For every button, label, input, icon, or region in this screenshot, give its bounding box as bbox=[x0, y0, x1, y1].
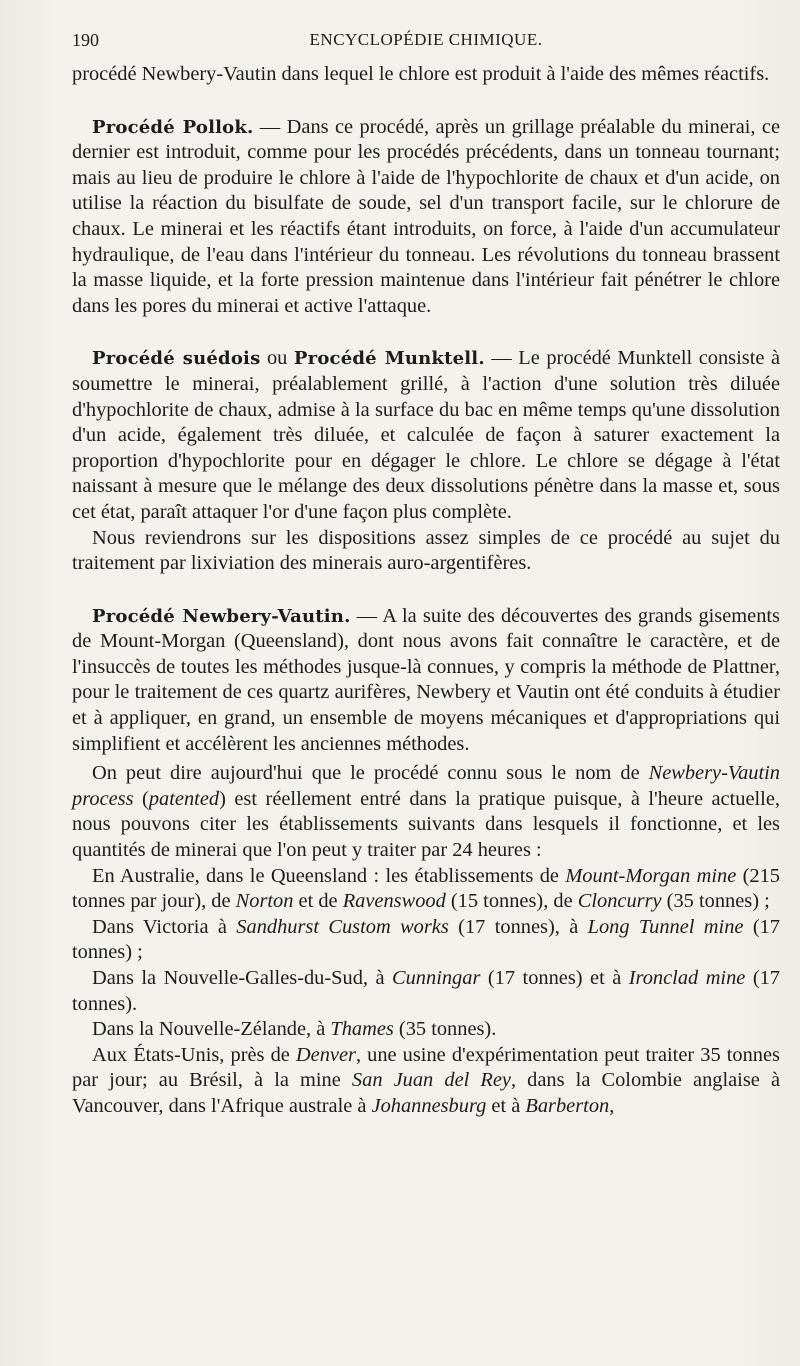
suedois-connector: ou bbox=[260, 347, 294, 370]
running-title: ENCYCLOPÉDIE CHIMIQUE. bbox=[309, 30, 543, 49]
intro-text: procédé Newbery-Vautin dans lequel le chlore est produit à l'aide des mêmes réactifs. bbox=[72, 63, 770, 85]
italic-place: Ironclad mine bbox=[628, 967, 746, 989]
italic-patented: patented bbox=[148, 787, 220, 810]
text-run: Dans la Nouvelle-Zélande, à bbox=[92, 1018, 331, 1041]
text-run: On peut dire aujourd'hui que le procédé connu sous le nom de bbox=[92, 762, 649, 785]
text-run: Dans la Nouvelle-Galles-du-Sud, à bbox=[92, 967, 393, 989]
pollok-heading: Procédé Pollok. bbox=[92, 116, 254, 138]
australia-paragraph bbox=[72, 864, 780, 915]
italic-place: Johannesburg bbox=[371, 1094, 487, 1117]
newbery-paragraph bbox=[72, 604, 780, 758]
newbery-practice-paragraph bbox=[72, 761, 780, 863]
text-run: , bbox=[609, 1094, 615, 1117]
text-run: et de bbox=[293, 890, 343, 913]
text-run: , dans la Colombie anglaise à Vancouver, dans l'Afrique australe à bbox=[72, 1069, 780, 1117]
text-run: ( bbox=[133, 787, 149, 810]
italic-place: Cloncurry bbox=[577, 890, 662, 913]
suedois-followup-text: Nous reviendrons sur les dispositions assez simples de ce procédé au sujet du traitement par lixiviation des minerais auro-argentifères. bbox=[72, 526, 780, 575]
italic-place: Mount-Morgan mine bbox=[565, 864, 737, 887]
text-run: ) est réellement entré dans la pratique puisque, à l'heure actuelle, nous pouvons citer les établissements suivants dans lesquels il fonctionne, et les quantités de minerai que l'on peut y traiter par 24 heures : bbox=[72, 787, 780, 862]
text-run: En Australie, dans le Queensland : les établissements de bbox=[92, 864, 566, 887]
italic-place: Norton bbox=[235, 890, 294, 913]
text-run: (17 tonnes) ; bbox=[72, 915, 781, 964]
text-run: (35 tonnes) ; bbox=[661, 890, 770, 913]
suedois-followup-paragraph bbox=[72, 526, 780, 577]
italic-process-name: Newbery-Vautin process bbox=[72, 762, 780, 810]
pollok-text: — Dans ce procédé, après un grillage préalable du minerai, ce dernier est introduit, comme pour les procédés précédents, dans un tonneau tournant; mais au lieu de produire le chlore à l'aide de l'hypochlorite de chaux et d'un acide, on utilise la réaction du bisulfate de soude, sel d'un transport facile, sur le chlorure de chaux. Le minerai et les réactifs étant introduits, on force, à l'aide d'un accumulateur hydraulique, de l'eau dans l'intérieur du tonneau. Les révolutions du tonneau brassent la masse liquide, et la forte pression maintenue dans l'intérieur fait pénétrer le chlore dans les pores du minerai et active l'attaque. bbox=[72, 115, 781, 317]
italic-place: Long Tunnel mine bbox=[587, 915, 744, 938]
munktell-heading: Procédé Munktell. bbox=[293, 348, 485, 370]
text-run: Aux États-Unis, près de bbox=[92, 1043, 296, 1066]
text-run: (17 tonnes). bbox=[72, 967, 781, 1015]
nsw-paragraph bbox=[72, 966, 780, 1017]
text-run: (17 tonnes) et à bbox=[480, 967, 629, 989]
usa-paragraph bbox=[72, 1043, 780, 1120]
newbery-text: — A la suite des découvertes des grands gisements de Mount-Morgan (Queensland), dont nous avons fait connaître le caractère, et de l'insuccès de toutes les méthodes jusque-là connues, y compris la méthode de Plattner, pour le traitement de ces quartz aurifères, Newbery et Vautin ont été conduits à étudier et à appliquer, en grand, un ensemble de moyens mécaniques et d'appropriations qui simplifient et accélèrent les anciennes méthodes. bbox=[72, 604, 780, 755]
italic-place: San Juan del Rey bbox=[351, 1069, 511, 1092]
italic-place: Cunningar bbox=[392, 967, 481, 989]
page-header bbox=[72, 30, 780, 58]
victoria-paragraph bbox=[72, 915, 780, 966]
text-run: (15 tonnes), de bbox=[445, 890, 578, 913]
suedois-text: — Le procédé Munktell consiste à soumettre le minerai, préalablement grillé, à l'action d'une solution très diluée d'hypochlorite de chaux, admise à la surface du bac en même temps qu'une dissolution d'un acide, également très diluée, et calculée de façon à saturer exactement la proportion d'hypochlorite pour en dégager le chlore. Le chlore se dégage à l'état naissant à mesure que le mélange des deux dissolutions pénètre dans la masse et, sous cet état, paraît attaquer l'or d'une façon plus complète. bbox=[72, 347, 781, 523]
text-run: et à bbox=[486, 1094, 526, 1117]
italic-place: Denver bbox=[295, 1043, 356, 1066]
italic-place: Sandhurst Custom works bbox=[236, 915, 449, 938]
suedois-paragraph bbox=[72, 346, 780, 525]
text-run: (17 tonnes), à bbox=[448, 915, 588, 938]
italic-place: Thames bbox=[330, 1018, 394, 1041]
italic-place: Ravenswood bbox=[342, 890, 446, 913]
pollok-paragraph bbox=[72, 115, 780, 320]
text-run: , une usine d'expérimentation peut traiter 35 tonnes par jour; au Brésil, à la mine bbox=[72, 1043, 780, 1092]
text-run: (35 tonnes). bbox=[393, 1018, 497, 1041]
suedois-heading: Procédé suédois bbox=[92, 348, 261, 370]
text-run: Dans Victoria à bbox=[92, 915, 237, 938]
intro-paragraph bbox=[72, 62, 780, 88]
text-run: (215 tonnes par jour), de bbox=[72, 864, 780, 913]
page-number: 190 bbox=[72, 30, 99, 50]
page-body bbox=[72, 62, 780, 1120]
newbery-heading: Procédé Newbery-Vautin. bbox=[92, 605, 351, 627]
nz-paragraph bbox=[72, 1017, 780, 1043]
italic-place: Barberton bbox=[525, 1094, 610, 1117]
